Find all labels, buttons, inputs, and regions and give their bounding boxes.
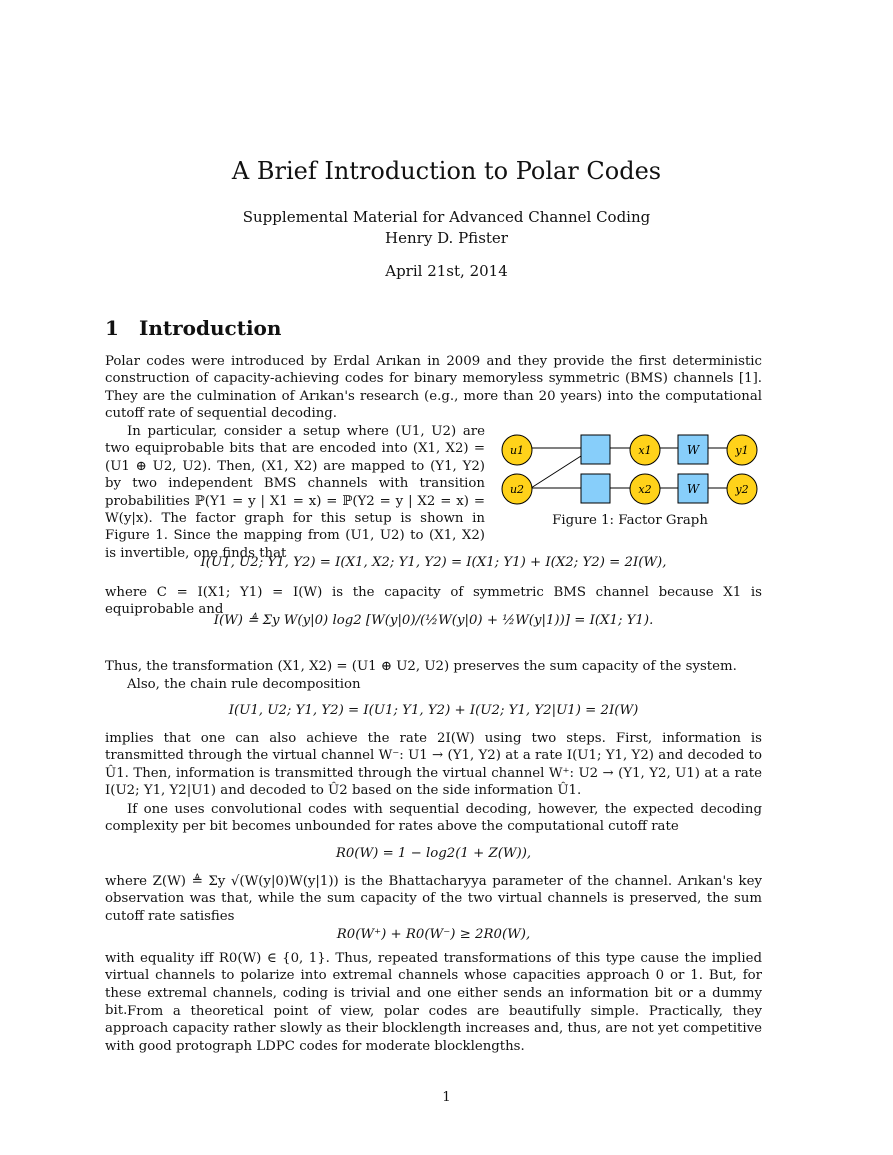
node-x1-label: x1 [638,444,652,457]
equation-chain-rule: I(U1, U2; Y1, Y2) = I(U1; Y1, Y2) + I(U2; Y1, Y2|U1) = 2I(W) [228,703,639,718]
check-node-2 [581,474,610,503]
equation-mutual-information: I(U1, U2; Y1, Y2) = I(X1, X2; Y1, Y2) = I(X1; Y1) + I(X2; Y2) = 2I(W), [200,555,667,570]
paragraph-4: Thus, the transformation (X1, X2) = (U1 ⊕ U2, U2) preserves the sum capacity of the system. [105,659,737,674]
paragraph-9: with equality iff R0(W) ∈ {0, 1}. Thus, repeated transformations of this type cause the implied virtual channels to polarize into extremal channels whose capacities approach 0 or 1. But, for these extremal channels, coding is trivial and one either sends an information bit or a dummy bit. [105,951,762,1019]
paragraph-7: If one uses convolutional codes with sequential decoding, however, the expected decoding complexity per bit becomes unbounded for rates above the computational cutoff rate [105,802,762,835]
check-node-1 [581,435,610,464]
node-u2-label: u2 [509,483,525,496]
section-number: 1 [105,316,119,340]
channel-node-w1-label: W [686,443,700,457]
node-y2-label: y2 [735,483,749,496]
channel-node-w2-label: W [686,482,700,496]
paper-date: April 21st, 2014 [385,262,508,280]
paragraph-10: From a theoretical point of view, polar codes are beautifully simple. Practically, they approach capacity rather slowly as their blocklength increases and, thus, are not yet competitive with good protograph LDPC codes for moderate blocklengths. [105,1004,762,1054]
section-title: Introduction [139,316,282,340]
equation-cutoff-sum: R0(W⁺) + R0(W⁻) ≥ 2R0(W), [336,927,531,942]
paper-subtitle: Supplemental Material for Advanced Channel Coding [242,208,651,226]
paragraph-6: implies that one can also achieve the rate 2I(W) using two steps. First, information is transmitted through the virtual channel W⁻: U1 → (Y1, Y2) at a rate I(U1; Y1, Y2) and decoded to Û1. Then, information is transmitted through the virtual channel W⁺: U2 → (Y1, Y2, U1) at a rate I(U2; Y1, Y2|U1) and decoded to Û2 based on the side information Û1. [105,731,762,799]
equation-capacity: I(W) ≜ Σy W(y|0) log2 [W(y|0)/(½W(y|0) + ½W(y|1))] = I(X1; Y1). [213,613,654,628]
page-number: 1 [442,1090,451,1105]
paper-title: A Brief Introduction to Polar Codes [231,157,662,185]
node-y1-label: y1 [735,444,749,457]
factor-graph-figure [498,428,763,513]
node-x2-label: x2 [638,483,652,496]
paragraph-8: where Z(W) ≜ Σy √(W(y|0)W(y|1)) is the Bhattacharyya parameter of the channel. Arıkan's key observation was that, while the sum capacity of the two virtual channels is preserved, the sum cutoff rate satisfies [105,874,762,924]
paragraph-1: Polar codes were introduced by Erdal Arıkan in 2009 and they provide the first deterministic construction of capacity-achieving codes for binary memoryless symmetric (BMS) channels [1]. They are the culmination of Arıkan's research (e.g., more than 20 years) into the computational cutoff rate of sequential decoding. [105,354,762,422]
figure-caption: Figure 1: Factor Graph [552,513,708,528]
paragraph-3: where C = I(X1; Y1) = I(W) is the capacity of symmetric BMS channel because X1 is equiprobable and [105,585,762,618]
paragraph-2: In particular, consider a setup where (U1, U2) are two equiprobable bits that are encoded into (X1, X2) = (U1 ⊕ U2, U2). Then, (X1, X2) are mapped to (Y1, Y2) by two independent BMS channels with transition probabilities ℙ(Y1 = y | X1 = x) = ℙ(Y2 = y | X2 = x) = W(y|x). The factor graph for this setup is shown in Figure 1. Since the mapping from (U1, U2) to (X1, X2) is invertible, one finds that [105,424,485,561]
section-heading [105,316,281,340]
paragraph-5: Also, the chain rule decomposition [127,677,361,692]
equation-cutoff-rate: R0(W) = 1 − log2(1 + Z(W)), [335,846,532,861]
paper-author: Henry D. Pfister [385,229,508,247]
node-u1-label: u1 [509,444,525,457]
